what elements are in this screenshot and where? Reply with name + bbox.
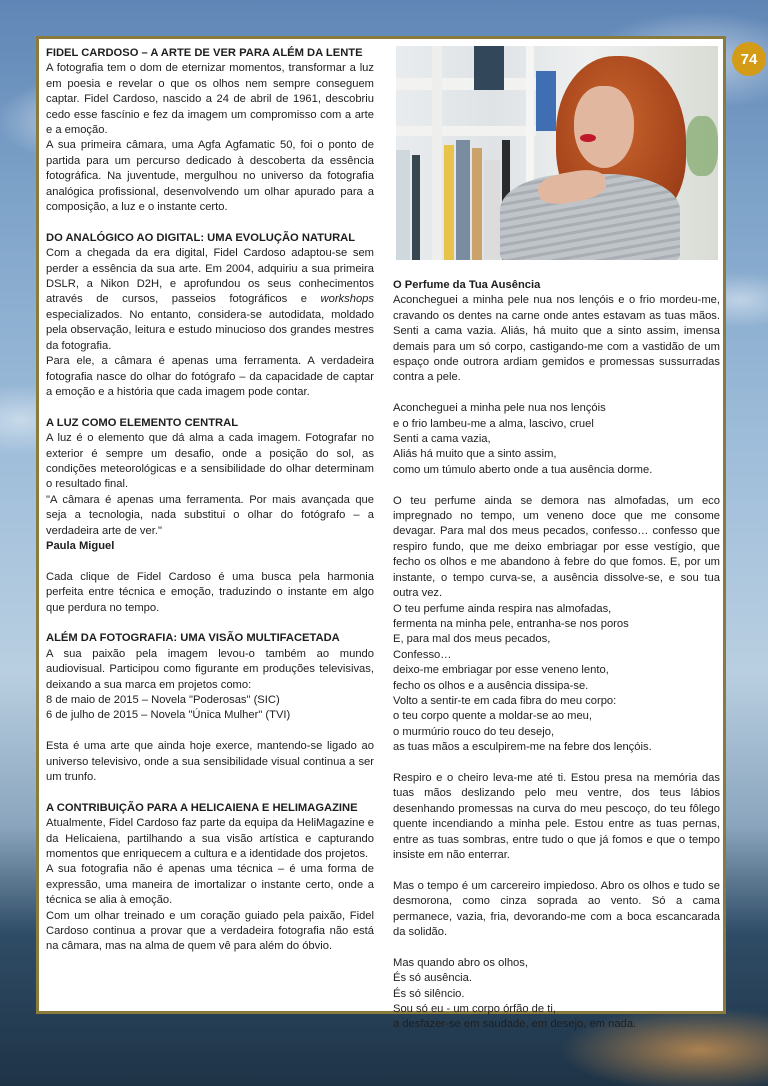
verse-line: Senti a cama vazia, bbox=[393, 433, 491, 446]
verse-line: Volto a sentir-te em cada fibra do meu corpo: bbox=[393, 694, 617, 707]
paragraph: Para ele, a câmara é apenas uma ferramenta. A verdadeira fotografia nasce do olhar do fotógrafo – da capacidade de captar a emoção e a história que cada imagem pode contar. bbox=[46, 355, 374, 398]
page-number-badge bbox=[732, 42, 766, 76]
verse-line: O teu perfume ainda respira nas almofadas, bbox=[393, 602, 612, 615]
poem-title: O Perfume da Tua Ausência bbox=[393, 279, 541, 291]
poem-column bbox=[393, 278, 720, 1033]
section-heading: FIDEL CARDOSO – A ARTE DE VER PARA ALÉM DA LENTE bbox=[46, 47, 363, 59]
paragraph: Com um olhar treinado e um coração guiado pela paixão, Fidel Cardoso continua a provar que a verdadeira fotografia não está na câmara, mas na alma de quem vê para além do óbvio. bbox=[46, 909, 374, 953]
paragraph: A sua fotografia não é apenas uma técnica – é uma forma de expressão, uma maneira de imortalizar o instante certo, onde a técnica se alia à emoção. bbox=[46, 863, 374, 907]
section-heading: DO ANALÓGICO AO DIGITAL: UMA EVOLUÇÃO NATURAL bbox=[46, 231, 356, 244]
portrait-photo bbox=[396, 46, 718, 260]
verse-line: deixo-me embriagar por esse veneno lento, bbox=[393, 664, 609, 677]
paragraph: A fotografia tem o dom de eternizar momentos, transformar a luz em poesia e revelar o que os olhos nem sempre conseguem captar. Fidel Cardoso, nascido a 24 de abril de 1961, descobriu cedo esse fascínio e fez da imagem um compromisso com a arte e a emoção. bbox=[46, 62, 374, 137]
quote-signature: Paula Miguel bbox=[46, 539, 115, 552]
article-left-column bbox=[46, 46, 374, 955]
paragraph: Respiro e o cheiro leva-me até ti. Estou presa na memória das tuas mãos deslizando pelo meu ventre, dos teus lábios desenhando promessas na curva do meu pescoço, do teu fôlego quente incendiando a minha pele. Estou entre as tuas pernas, entre as tuas sombras, entre tudo o que já fomos e que o tempo insiste em não enterrar. bbox=[393, 771, 720, 861]
verse-line: Confesso… bbox=[393, 648, 452, 661]
verse-line: E, para mal dos meus pecados, bbox=[393, 633, 551, 646]
credit-item: 6 de julho de 2015 – Novela "Única Mulher" (TVI) bbox=[46, 709, 291, 722]
verse-line: Sou só eu - um corpo órfão de ti, bbox=[393, 1003, 556, 1016]
verse-line: fecho os olhos e a ausência dissipa-se. bbox=[393, 679, 589, 692]
emphasis: workshops bbox=[320, 293, 374, 306]
section-heading: ALÉM DA FOTOGRAFIA: UMA VISÃO MULTIFACETADA bbox=[46, 632, 340, 645]
verse-line: És só silêncio. bbox=[393, 987, 465, 1000]
paragraph: Cada clique de Fidel Cardoso é uma busca pela harmonia perfeita entre técnica e emoção, traduzindo o instante em algo que perdura no tempo. bbox=[46, 570, 374, 614]
credit-item: 8 de maio de 2015 – Novela "Poderosas" (SIC) bbox=[46, 694, 280, 706]
verse-line: as tuas mãos a esculpirem-me na febre dos lençóis. bbox=[393, 741, 652, 754]
verse-line: o teu corpo quente a moldar-se ao meu, bbox=[393, 710, 593, 723]
verse-line: como um túmulo aberto onde a tua ausência dorme. bbox=[393, 463, 653, 476]
paragraph: O teu perfume ainda se demora nas almofadas, um eco impregnado no tempo, um veneno doce que me consome devagar. Para mal dos meus pecados, confesso… confesso que respiro fundo, que me deixo embriagar por esse vestígio, que fecho os olhos e me abandono à febre do que fomos. E, por um instante, o tempo curva-se, a ausência dissolve-se, e sou tua outra vez. bbox=[393, 494, 720, 600]
paragraph: Atualmente, Fidel Cardoso faz parte da equipa da HeliMagazine e da Helicaiena, partilhando a sua visão artística e capturando momentos que enriquecem a cultura e a identidade dos projetos. bbox=[46, 817, 374, 861]
paragraph: A sua primeira câmara, uma Agfa Agfamatic 50, foi o ponto de partida para um percurso dedicado à descoberta da essência fotográfica. Na juventude, mergulhou no universo da fotografia analógica profissional, desenvolvendo um olhar apurado para a composição, a luz e o instante certo. bbox=[46, 139, 374, 214]
paragraph: A sua paixão pela imagem levou-o também ao mundo audiovisual. Participou como figurante em produções televisivas, deixando a sua marca em projetos como: bbox=[46, 647, 374, 691]
section-heading: A CONTRIBUIÇÃO PARA A HELICAIENA E HELIMAGAZINE bbox=[46, 801, 358, 814]
quote: "A câmara é apenas uma ferramenta. Por mais avançada que seja a tecnologia, nada substitui o olhar do fotógrafo – a verdadeira arte de ver." bbox=[46, 493, 374, 537]
text-span: Com a chegada da era digital, Fidel Cardoso adaptou-se sem perder a essência da sua arte. Em 2004, adquiriu a sua primeira DSLR, a Nikon D2H, e aprofundou os seus conhecimentos através de cursos, passeios fotográficos e bbox=[46, 247, 374, 306]
paragraph: Esta é uma arte que ainda hoje exerce, mantendo-se ligado ao universo televisivo, onde a sua sensibilidade visual continua a ser um trunfo. bbox=[46, 740, 374, 784]
page-number: 74 bbox=[740, 50, 758, 68]
section-heading: A LUZ COMO ELEMENTO CENTRAL bbox=[46, 416, 239, 429]
paragraph bbox=[46, 246, 374, 354]
paragraph: A luz é o elemento que dá alma a cada imagem. Fotografar no exterior é sempre um desafio, onde a posição do sol, as condições meteorológicas e a sensibilidade do olhar determinam o resultado final. bbox=[46, 432, 374, 491]
paragraph: Aconcheguei a minha pele nua nos lençóis e o frio mordeu-me, cravando os dentes na carne onde antes estavam as tuas mãos. Senti a cama vazia. Aliás, há muito que a sinto assim, imensa demais para um só corpo, castigando-me com a vastidão de um espaço onde outrora ardiam gemidos e promessas sussurradas contra a pele. bbox=[393, 294, 720, 384]
verse-line: fermenta na minha pele, entranha-se nos poros bbox=[393, 617, 629, 630]
text-span: especializados. No entanto, considera-se autodidata, moldado pela observação, leitura e estudo minucioso dos grandes mestres da fotografia. bbox=[46, 308, 374, 352]
verse-line: Aliás há muito que a sinto assim, bbox=[393, 448, 557, 461]
verse-line: Aconcheguei a minha pele nua nos lençóis bbox=[393, 402, 606, 415]
verse-line: Mas quando abro os olhos, bbox=[393, 956, 528, 969]
verse-line: e o frio lambeu-me a alma, lascivo, cruel bbox=[393, 417, 594, 430]
verse-line: o murmúrio rouco do teu desejo, bbox=[393, 725, 555, 738]
verse-line: És só ausência. bbox=[393, 972, 472, 985]
verse-line: a desfazer-se em saudade, em desejo, em nada. bbox=[393, 1018, 637, 1031]
paragraph: Mas o tempo é um carcereiro impiedoso. Abro os olhos e tudo se desmorona, como cinza soprada ao vento. Só a cama permanece, vazia, fria, devorando-me com a boca escancarada da solidão. bbox=[393, 879, 720, 938]
